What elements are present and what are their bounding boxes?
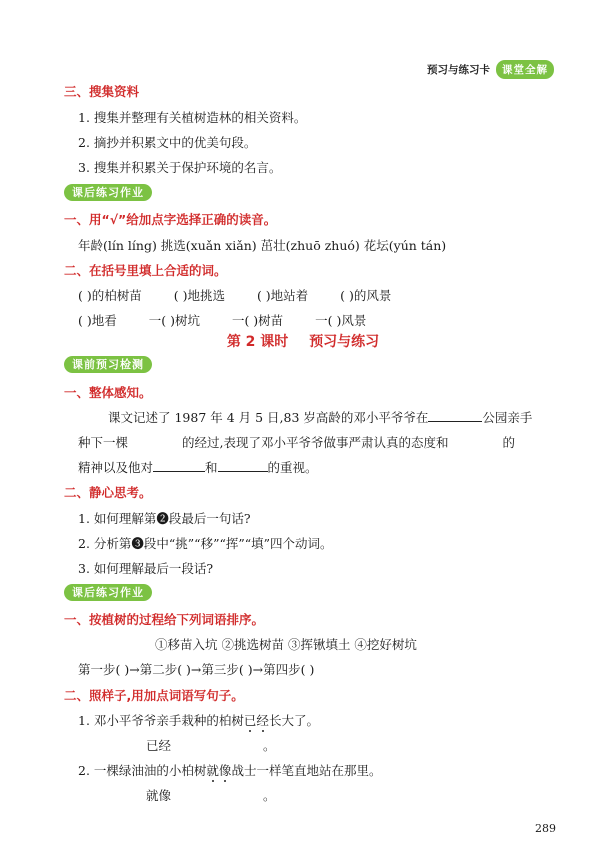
answer-blank[interactable] bbox=[218, 459, 268, 472]
fill-item: ( )地站着 bbox=[256, 288, 309, 303]
example-sentence-1: 1. 邓小平爷爷亲手栽种的柏树已经长大了。 bbox=[78, 713, 319, 728]
fill-item: ( )地看 bbox=[78, 313, 117, 328]
answer-line-1: 已经 。 bbox=[146, 738, 276, 753]
fill-item: ( )地挑选 bbox=[173, 288, 225, 303]
exercise-heading-order: 一、按植树的过程给下列词语排序。 bbox=[64, 612, 265, 627]
exercise-heading-pinyin: 一、用“√”给加点字选择正确的读音。 bbox=[64, 212, 277, 227]
list-item: 3. 如何理解最后一段话? bbox=[78, 561, 214, 576]
order-options: ①移苗入坑 ②挑选树苗 ③挥锹填土 ④挖好树坑 bbox=[155, 637, 417, 652]
list-item: 2. 摘抄并积累文中的优美句段。 bbox=[78, 135, 257, 150]
tag-after-class: 课后练习作业 bbox=[64, 184, 152, 201]
fill-item: 一( )树坑 bbox=[148, 313, 200, 328]
list-item: 1. 如何理解第❷段最后一句话? bbox=[78, 511, 251, 526]
list-item: 2. 分析第❸段中“挑”“移”“挥”“填”四个动词。 bbox=[78, 536, 333, 551]
overview-line-3: 精神以及他对 和 的重视。 bbox=[78, 460, 318, 475]
exercise-heading-fill: 二、在括号里填上合适的词。 bbox=[64, 263, 227, 278]
header-badge: 课堂全解 bbox=[496, 60, 554, 79]
lesson-title bbox=[0, 331, 606, 351]
pinyin-line: 年龄(lín líng) 挑选(xuǎn xiǎn) 茁壮(zhuō zhuó) 花坛(yún tán) bbox=[78, 238, 447, 253]
fill-item: ( )的风景 bbox=[340, 288, 392, 303]
fill-row bbox=[78, 286, 419, 304]
tag-after-class-2: 课后练习作业 bbox=[64, 584, 152, 601]
overview-line-1: 课文记述了 1987 年 4 月 5 日,83 岁高龄的邓小平爷爷在 公园亲手 bbox=[108, 410, 533, 425]
fill-item: ( )的柏树苗 bbox=[78, 288, 142, 303]
lesson-subtitle: 预习与练习 bbox=[309, 334, 380, 350]
section-heading-think: 二、静心思考。 bbox=[64, 485, 152, 500]
fill-item: 一( )树苗 bbox=[231, 313, 284, 328]
order-steps: 第一步( )→第二步( )→第三步( )→第四步( ) bbox=[78, 662, 315, 677]
fill-item: 一( )风景 bbox=[315, 313, 367, 328]
page-number: 289 bbox=[535, 822, 556, 835]
section-heading-overview: 一、整体感知。 bbox=[64, 385, 152, 400]
lesson-number: 第 2 课时 bbox=[226, 334, 289, 350]
answer-line-2: 就像 。 bbox=[146, 788, 276, 803]
exercise-heading-sentence: 二、照样子,用加点词语写句子。 bbox=[64, 688, 244, 703]
section-heading-collect: 三、搜集资料 bbox=[64, 84, 140, 99]
list-item: 1. 搜集并整理有关植树造林的相关资料。 bbox=[78, 110, 307, 125]
overview-line-2: 种下一棵 的经过,表现了邓小平爷爷做事严肃认真的态度和 的 bbox=[78, 435, 516, 450]
header-label: 预习与练习卡 bbox=[427, 64, 490, 76]
page-header bbox=[427, 60, 554, 79]
list-item: 3. 搜集并积累关于保护环境的名言。 bbox=[78, 160, 282, 175]
example-sentence-2: 2. 一棵绿油油的小柏树就像战士一样笔直地站在那里。 bbox=[78, 763, 382, 778]
tag-pre-class: 课前预习检测 bbox=[64, 356, 152, 373]
fill-row bbox=[78, 311, 394, 329]
answer-blank[interactable] bbox=[428, 409, 482, 422]
answer-blank[interactable] bbox=[153, 459, 205, 472]
